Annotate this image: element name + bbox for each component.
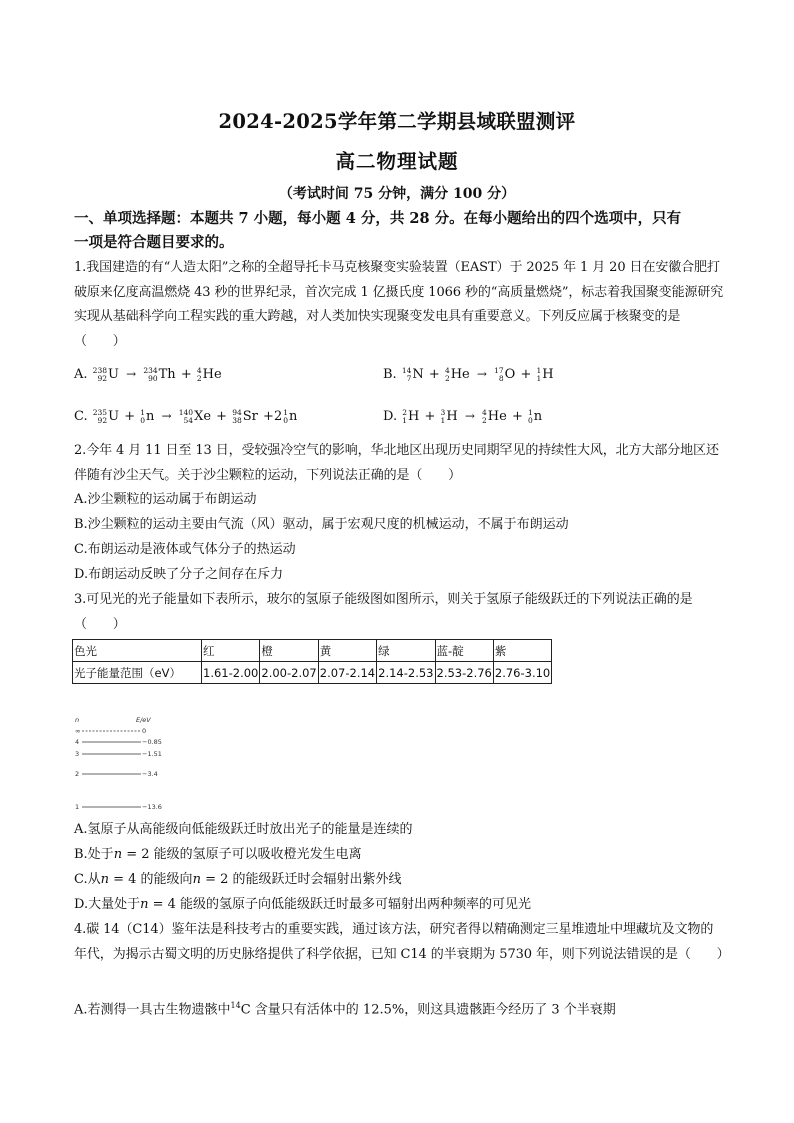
q4-option-a: A.若测得一具古生物遗骸中$^{14}$C 含量只有活体中的 12.5%，则这具遗骸距今经历了 3 个半衰期 (74, 1001, 616, 1018)
table-header-row (73, 640, 552, 662)
table-cell: 色光 (73, 640, 202, 662)
nuclide: 1 0 n (140, 407, 155, 425)
nuclide: 94 38 Sr (232, 407, 258, 425)
option-label: A. (74, 367, 88, 382)
plus-sign: + (263, 409, 274, 424)
reaction-arrow: → (476, 367, 487, 381)
exam-title: 2024-2025学年第二学期县域联盟测评 (218, 110, 576, 133)
q1-option-a (74, 364, 223, 385)
table-cell: 绿 (377, 640, 435, 662)
table-row (73, 662, 552, 684)
table-cell: 2.53-2.76 (435, 662, 493, 684)
q3-option-b: B.处于n = 2 能级的氢原子可以吸收橙光发生电离 (74, 847, 362, 862)
nuclide: 17 8 O (494, 365, 516, 383)
plus-sign: + (428, 367, 440, 382)
level-n-label: 3 (75, 750, 80, 758)
nuclide: 4 2 He (444, 365, 470, 383)
nuclide: 238 92 U (92, 365, 119, 383)
question-1-stem: 1.我国建造的有“人造太阳”之称的全超导托卡马克核聚变实验装置（EAST）于 2025 年 1 月 20 日在安徽合肥打破原来亿度高温燃烧 43 秒的世界纪录，首次完成 1 亿摄氏度 1066 秒的“高质量燃烧”，标志着我国聚变能源研究实现从基础科学向工程实践的重大跨越，对人类加快实现聚变发电具有重要意义。下列反应属于核聚变的是（ ） (74, 260, 724, 349)
table-cell: 红 (202, 640, 260, 662)
nuclide: 235 92 U (92, 407, 120, 425)
level-energy-label: −3.4 (142, 770, 158, 778)
level-energy-label: −13.6 (142, 803, 162, 811)
table-cell: 2.00-2.07 (260, 662, 318, 684)
q1-option-d (383, 406, 543, 427)
option-label: B. (383, 367, 397, 382)
nuclide: 234 90 Th (143, 365, 176, 383)
table-cell: 黄 (318, 640, 376, 662)
option-label: C. (74, 409, 88, 424)
reaction-arrow: → (464, 409, 475, 423)
q1-option-c (74, 406, 298, 427)
level-energy-label: −1.51 (142, 750, 162, 758)
section-heading-line2: 一项是符合题目要求的。 (74, 234, 234, 251)
table-cell: 光子能量范围（eV） (73, 662, 202, 684)
nuclide: 1 0 n (283, 407, 298, 425)
table-cell: 紫 (493, 640, 551, 662)
q3-option-d: D.大量处于n = 4 能级的氢原子向低能级跃迁时最多可辐射出两种频率的可见光 (74, 897, 532, 912)
level-energy-label: −0.85 (142, 738, 162, 746)
plus-sign: + (511, 409, 523, 424)
level-energy-label: 0 (142, 727, 147, 735)
axis-e-label: E/eV (136, 716, 151, 724)
question-2-stem: 2.今年 4 月 11 日至 13 日，受较强冷空气的影响，华北地区出现历史同期罕见的持续性大风，北方大部分地区还伴随有沙尘天气。关于沙尘颗粒的运动，下列说法正确的是（ ） (74, 443, 719, 483)
table-cell: 橙 (260, 640, 318, 662)
exam-subject: 高二物理试题 (335, 150, 459, 173)
photon-energy-table (72, 639, 552, 684)
section-heading-line1: 一、单项选择题：本题共 7 小题，每小题 4 分，共 28 分。在每小题给出的四个选项中，只有 (74, 210, 682, 227)
axis-n-label: n (75, 716, 80, 724)
section-heading (74, 207, 724, 255)
nuclide: 2 1 H (402, 407, 420, 425)
question-4-stem: 4.碳 14（C14）鉴年法是科技考古的重要实践，通过该方法，研究者得以精确测定三星堆遗址中埋藏坑及文物的年代，为揭示古蜀文明的历史脉络提供了科学依据，已知 C14 的半衰期为 5730 年，则下列说法错误的是（ ） (74, 922, 730, 962)
q2-option-b: B.沙尘颗粒的运动主要由气流（风）驱动，属于宏观尺度的机械运动，不属于布朗运动 (74, 517, 569, 532)
nuclide: 4 2 He (196, 365, 222, 383)
question-3-stem: 3.可见光的光子能量如下表所示，玻尔的氢原子能级图如图所示，则关于氢原子能级跃迁的下列说法正确的是（ ） (74, 592, 693, 632)
q2-option-c: C.布朗运动是液体或气体分子的热运动 (74, 542, 296, 557)
coefficient: 2 (273, 409, 283, 424)
plus-sign: + (180, 367, 192, 382)
nuclide: 14 7 N (401, 365, 424, 383)
level-n-label: ∞ (75, 727, 81, 735)
nuclide: 3 1 H (440, 407, 458, 425)
option-label: D. (383, 409, 398, 424)
plus-sign: + (216, 409, 228, 424)
q1-option-b (383, 364, 555, 385)
level-n-label: 2 (75, 770, 80, 778)
nuclide: 1 1 H (536, 365, 554, 383)
nuclide: 140 54 Xe (178, 407, 212, 425)
q2-option-d: D.布朗运动反映了分子之间存在斥力 (74, 567, 284, 582)
energy-level-diagram (74, 714, 174, 814)
table-cell: 2.76-3.10 (493, 662, 551, 684)
table-cell: 1.61-2.00 (202, 662, 260, 684)
q3-option-c: C.从n = 4 的能级向n = 2 的能级跃迁时会辐射出紫外线 (74, 872, 402, 887)
table-cell: 2.07-2.14 (318, 662, 376, 684)
reaction-arrow: → (161, 409, 172, 423)
table-cell: 蓝-靛 (435, 640, 493, 662)
plus-sign: + (124, 409, 136, 424)
plus-sign: + (520, 367, 532, 382)
nuclide: 4 2 He (482, 407, 507, 425)
nuclide: 1 0 n (528, 407, 543, 425)
q2-option-a: A.沙尘颗粒的运动属于布朗运动 (74, 492, 257, 507)
q3-option-a: A.氢原子从高能级向低能级跃迁时放出光子的能量是连续的 (74, 822, 413, 837)
reaction-arrow: → (126, 367, 137, 381)
table-cell: 2.14-2.53 (377, 662, 435, 684)
level-n-label: 4 (75, 738, 80, 746)
plus-sign: + (424, 409, 436, 424)
exam-info: （考试时间 75 分钟，满分 100 分） (278, 186, 516, 202)
level-n-label: 1 (75, 803, 80, 811)
